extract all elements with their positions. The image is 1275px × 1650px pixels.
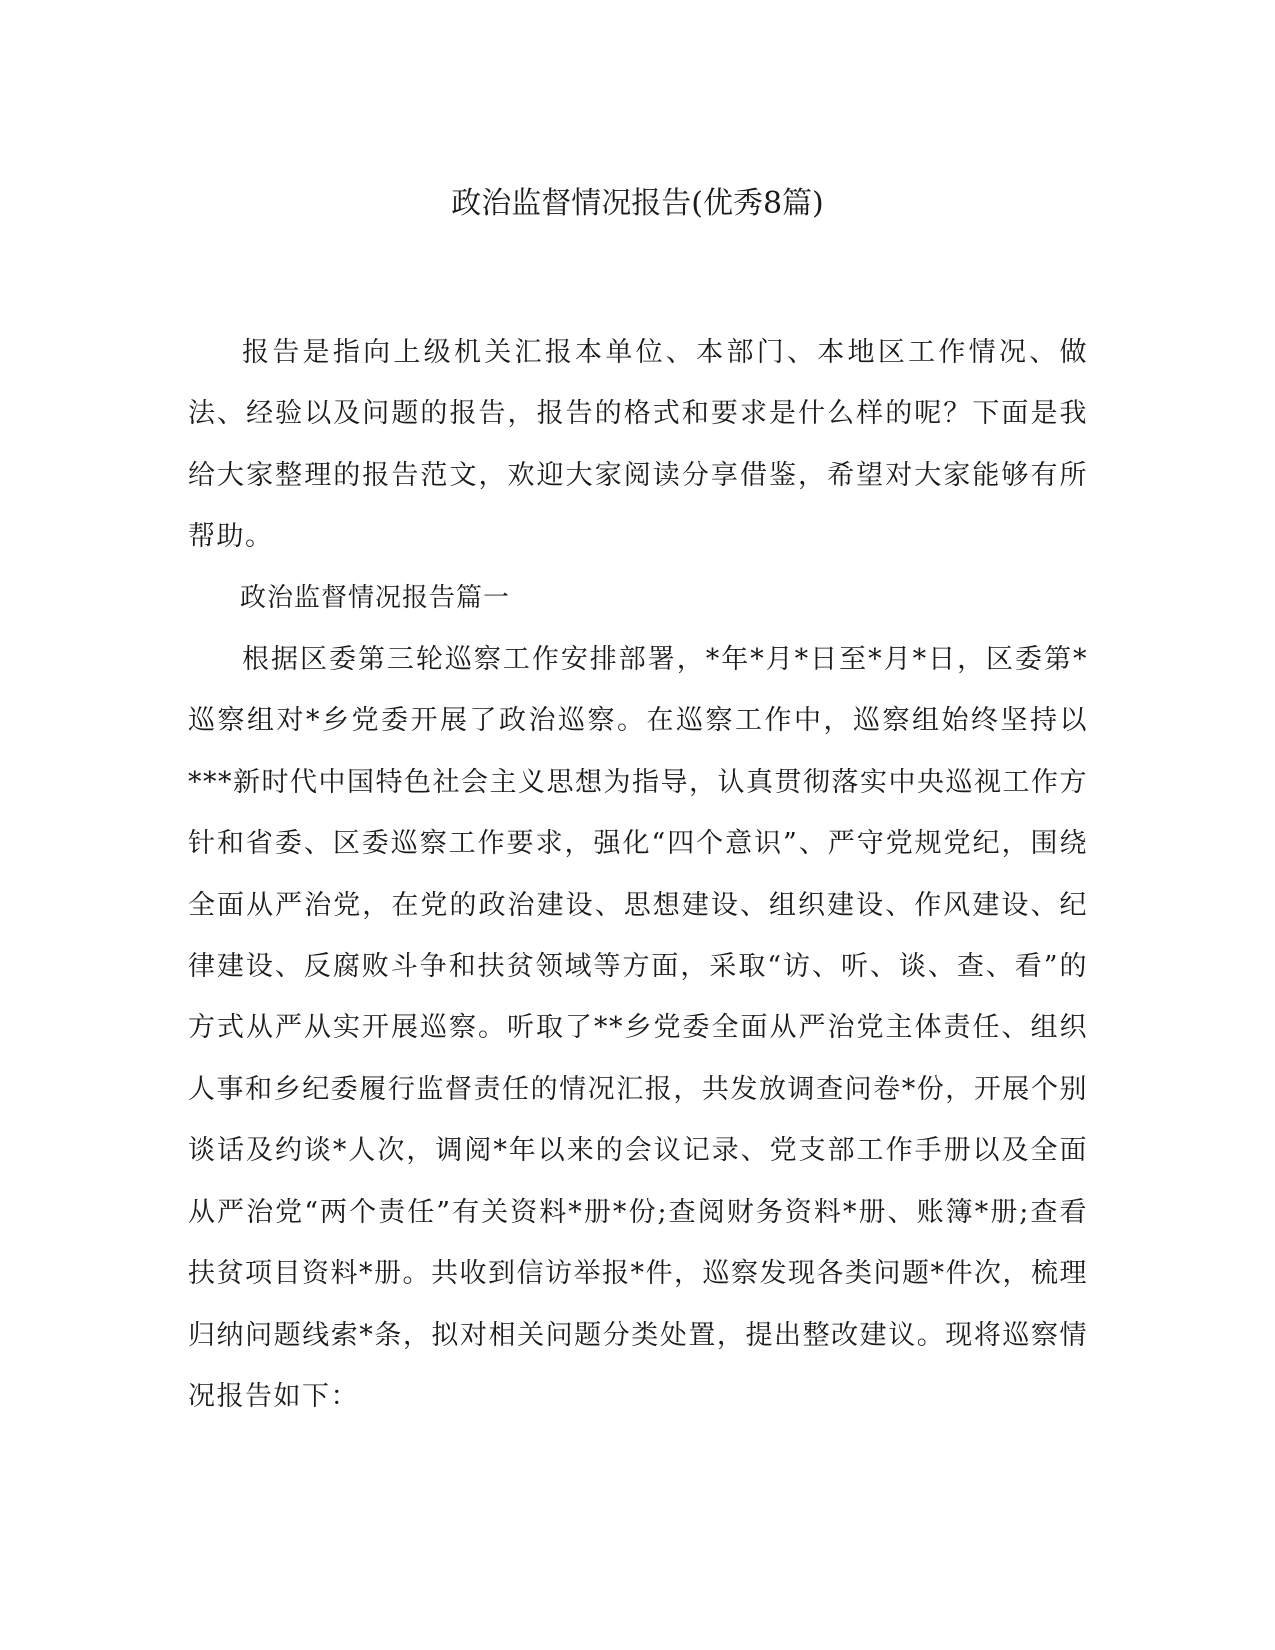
document-body	[188, 322, 1088, 1427]
section-heading: 政治监督情况报告篇一	[240, 582, 511, 613]
section-paragraph: 根据区委第三轮巡察工作安排部署，*年*月*日至*月*日，区委第*巡察组对*乡党委开展了政治巡察。在巡察工作中，巡察组始终坚持以***新时代中国特色社会主义思想为指导，认真贯彻落实中央巡视工作方针和省委、区委巡察工作要求，强化“四个意识”、严守党规党纪，围绕全面从严治党，在党的政治建设、思想建设、组织建设、作风建设、纪律建设、反腐败斗争和扶贫领域等方面，采取“访、听、谈、查、看”的方式从严从实开展巡察。听取了**乡党委全面从严治党主体责任、组织人事和乡纪委履行监督责任的情况汇报，共发放调查问卷*份，开展个别谈话及约谈*人次，调阅*年以来的会议记录、党支部工作手册以及全面从严治党“两个责任”有关资料*册*份;查阅财务资料*册、账簿*册;查看扶贫项目资料*册。共收到信访举报*件，巡察发现各类问题*件次，梳理归纳问题线索*条，拟对相关问题分类处置，提出整改建议。现将巡察情况报告如下：	[188, 644, 1088, 1412]
document-title: 政治监督情况报告(优秀8篇)	[451, 186, 824, 221]
intro-paragraph: 报告是指向上级机关汇报本单位、本部门、本地区工作情况、做法、经验以及问题的报告，报告的格式和要求是什么样的呢？下面是我给大家整理的报告范文，欢迎大家阅读分享借鉴，希望对大家能够有所帮助。	[188, 337, 1088, 553]
